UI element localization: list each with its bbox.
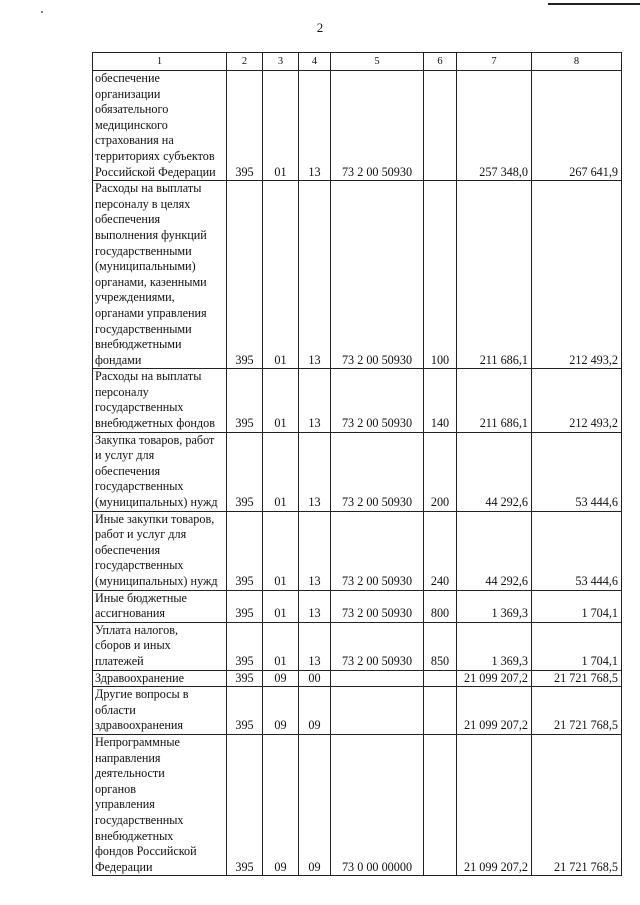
amount-col8-cell: 1 704,1	[532, 622, 622, 670]
target-article-cell: 73 0 00 00000	[331, 734, 424, 875]
target-article-cell	[331, 687, 424, 735]
table-row	[93, 511, 622, 590]
amount-col8-cell: 212 493,2	[532, 181, 622, 369]
section-code-cell: 09	[263, 734, 299, 875]
amount-col7-cell: 211 686,1	[457, 181, 532, 369]
row-name-cell	[93, 369, 227, 432]
section-code-cell: 09	[263, 687, 299, 735]
expense-type-cell: 140	[424, 369, 457, 432]
section-code-cell: 01	[263, 71, 299, 181]
scan-speck	[41, 11, 43, 13]
row-name: Здравоохранение	[95, 670, 185, 685]
expense-type-cell: 100	[424, 181, 457, 369]
amount-col8-cell: 1 704,1	[532, 590, 622, 622]
row-name-cell	[93, 622, 227, 670]
subsection-code-cell: 13	[299, 511, 331, 590]
amount-col7-cell: 44 292,6	[457, 511, 532, 590]
subsection-code-cell: 13	[299, 622, 331, 670]
expense-type-cell: 850	[424, 622, 457, 670]
row-name-cell	[93, 734, 227, 875]
row-name: Расходы на выплаты персоналу государственных внебюджетных фондов	[95, 369, 215, 431]
target-article-cell: 73 2 00 50930	[331, 622, 424, 670]
table-row	[93, 181, 622, 369]
row-name: Уплата налогов, сборов и иных платежей	[95, 622, 178, 668]
row-name-cell	[93, 590, 227, 622]
table-row	[93, 432, 622, 511]
admin-code-cell: 395	[227, 622, 263, 670]
header-cell-5: 5	[331, 53, 424, 71]
row-name-cell	[93, 181, 227, 369]
row-name-cell	[93, 687, 227, 735]
amount-col8-cell: 53 444,6	[532, 432, 622, 511]
subsection-code-cell: 13	[299, 181, 331, 369]
admin-code-cell: 395	[227, 511, 263, 590]
table-row	[93, 622, 622, 670]
admin-code-cell: 395	[227, 181, 263, 369]
subsection-code-cell: 13	[299, 369, 331, 432]
expense-type-cell: 200	[424, 432, 457, 511]
section-code-cell: 01	[263, 181, 299, 369]
table-header-row	[93, 53, 622, 71]
target-article-cell: 73 2 00 50930	[331, 432, 424, 511]
expense-type-cell	[424, 670, 457, 687]
section-code-cell: 01	[263, 432, 299, 511]
table-row	[93, 734, 622, 875]
amount-col8-cell: 21 721 768,5	[532, 670, 622, 687]
expense-type-cell	[424, 687, 457, 735]
admin-code-cell: 395	[227, 71, 263, 181]
admin-code-cell: 395	[227, 369, 263, 432]
scan-corner-mark	[548, 3, 640, 5]
target-article-cell: 73 2 00 50930	[331, 369, 424, 432]
row-name: Непрограммные направления деятельности органов управления государственных внебюджетных фондов Российской Федерации	[95, 734, 197, 874]
section-code-cell: 01	[263, 369, 299, 432]
table-row	[93, 590, 622, 622]
section-code-cell: 01	[263, 622, 299, 670]
subsection-code-cell: 09	[299, 734, 331, 875]
budget-table	[92, 52, 622, 876]
admin-code-cell: 395	[227, 590, 263, 622]
expense-type-cell: 240	[424, 511, 457, 590]
subsection-code-cell: 00	[299, 670, 331, 687]
row-name-cell	[93, 511, 227, 590]
header-cell-3: 3	[263, 53, 299, 71]
row-name: Расходы на выплаты персоналу в целях обеспечения выполнения функций государственными (муниципальными) органами, казенными учреждениями, органами управления государственными внебюджетными фондами	[95, 181, 207, 367]
header-cell-1: 1	[93, 53, 227, 71]
expense-type-cell	[424, 71, 457, 181]
target-article-cell: 73 2 00 50930	[331, 71, 424, 181]
amount-col8-cell: 53 444,6	[532, 511, 622, 590]
row-name: обеспечение организации обязательного медицинского страхования на территориях субъектов Российской Федерации	[95, 71, 216, 179]
subsection-code-cell: 13	[299, 590, 331, 622]
row-name: Другие вопросы в области здравоохранения	[95, 687, 189, 733]
row-name-cell	[93, 670, 227, 687]
admin-code-cell: 395	[227, 734, 263, 875]
subsection-code-cell: 13	[299, 432, 331, 511]
table-row	[93, 687, 622, 735]
amount-col8-cell: 212 493,2	[532, 369, 622, 432]
header-cell-2: 2	[227, 53, 263, 71]
amount-col7-cell: 1 369,3	[457, 622, 532, 670]
expense-type-cell: 800	[424, 590, 457, 622]
admin-code-cell: 395	[227, 687, 263, 735]
table-row	[93, 369, 622, 432]
row-name: Иные закупки товаров, работ и услуг для обеспечения государственных (муниципальных) нужд	[95, 511, 218, 588]
amount-col8-cell: 21 721 768,5	[532, 687, 622, 735]
table-row	[93, 670, 622, 687]
target-article-cell: 73 2 00 50930	[331, 590, 424, 622]
amount-col8-cell: 267 641,9	[532, 71, 622, 181]
target-article-cell: 73 2 00 50930	[331, 181, 424, 369]
amount-col8-cell: 21 721 768,5	[532, 734, 622, 875]
header-cell-6: 6	[424, 53, 457, 71]
row-name-cell	[93, 71, 227, 181]
row-name: Иные бюджетные ассигнования	[95, 590, 187, 621]
header-cell-4: 4	[299, 53, 331, 71]
header-cell-7: 7	[457, 53, 532, 71]
target-article-cell	[331, 670, 424, 687]
amount-col7-cell: 21 099 207,2	[457, 734, 532, 875]
table-row	[93, 71, 622, 181]
admin-code-cell: 395	[227, 432, 263, 511]
section-code-cell: 01	[263, 511, 299, 590]
page-number: 2	[316, 20, 324, 35]
subsection-code-cell: 13	[299, 71, 331, 181]
header-cell-8: 8	[532, 53, 622, 71]
amount-col7-cell: 211 686,1	[457, 369, 532, 432]
row-name-cell	[93, 432, 227, 511]
target-article-cell: 73 2 00 50930	[331, 511, 424, 590]
admin-code-cell: 395	[227, 670, 263, 687]
amount-col7-cell: 21 099 207,2	[457, 670, 532, 687]
section-code-cell: 09	[263, 670, 299, 687]
subsection-code-cell: 09	[299, 687, 331, 735]
amount-col7-cell: 1 369,3	[457, 590, 532, 622]
section-code-cell: 01	[263, 590, 299, 622]
expense-type-cell	[424, 734, 457, 875]
amount-col7-cell: 44 292,6	[457, 432, 532, 511]
amount-col7-cell: 21 099 207,2	[457, 687, 532, 735]
row-name: Закупка товаров, работ и услуг для обеспечения государственных (муниципальных) нужд	[95, 432, 218, 510]
amount-col7-cell: 257 348,0	[457, 71, 532, 181]
